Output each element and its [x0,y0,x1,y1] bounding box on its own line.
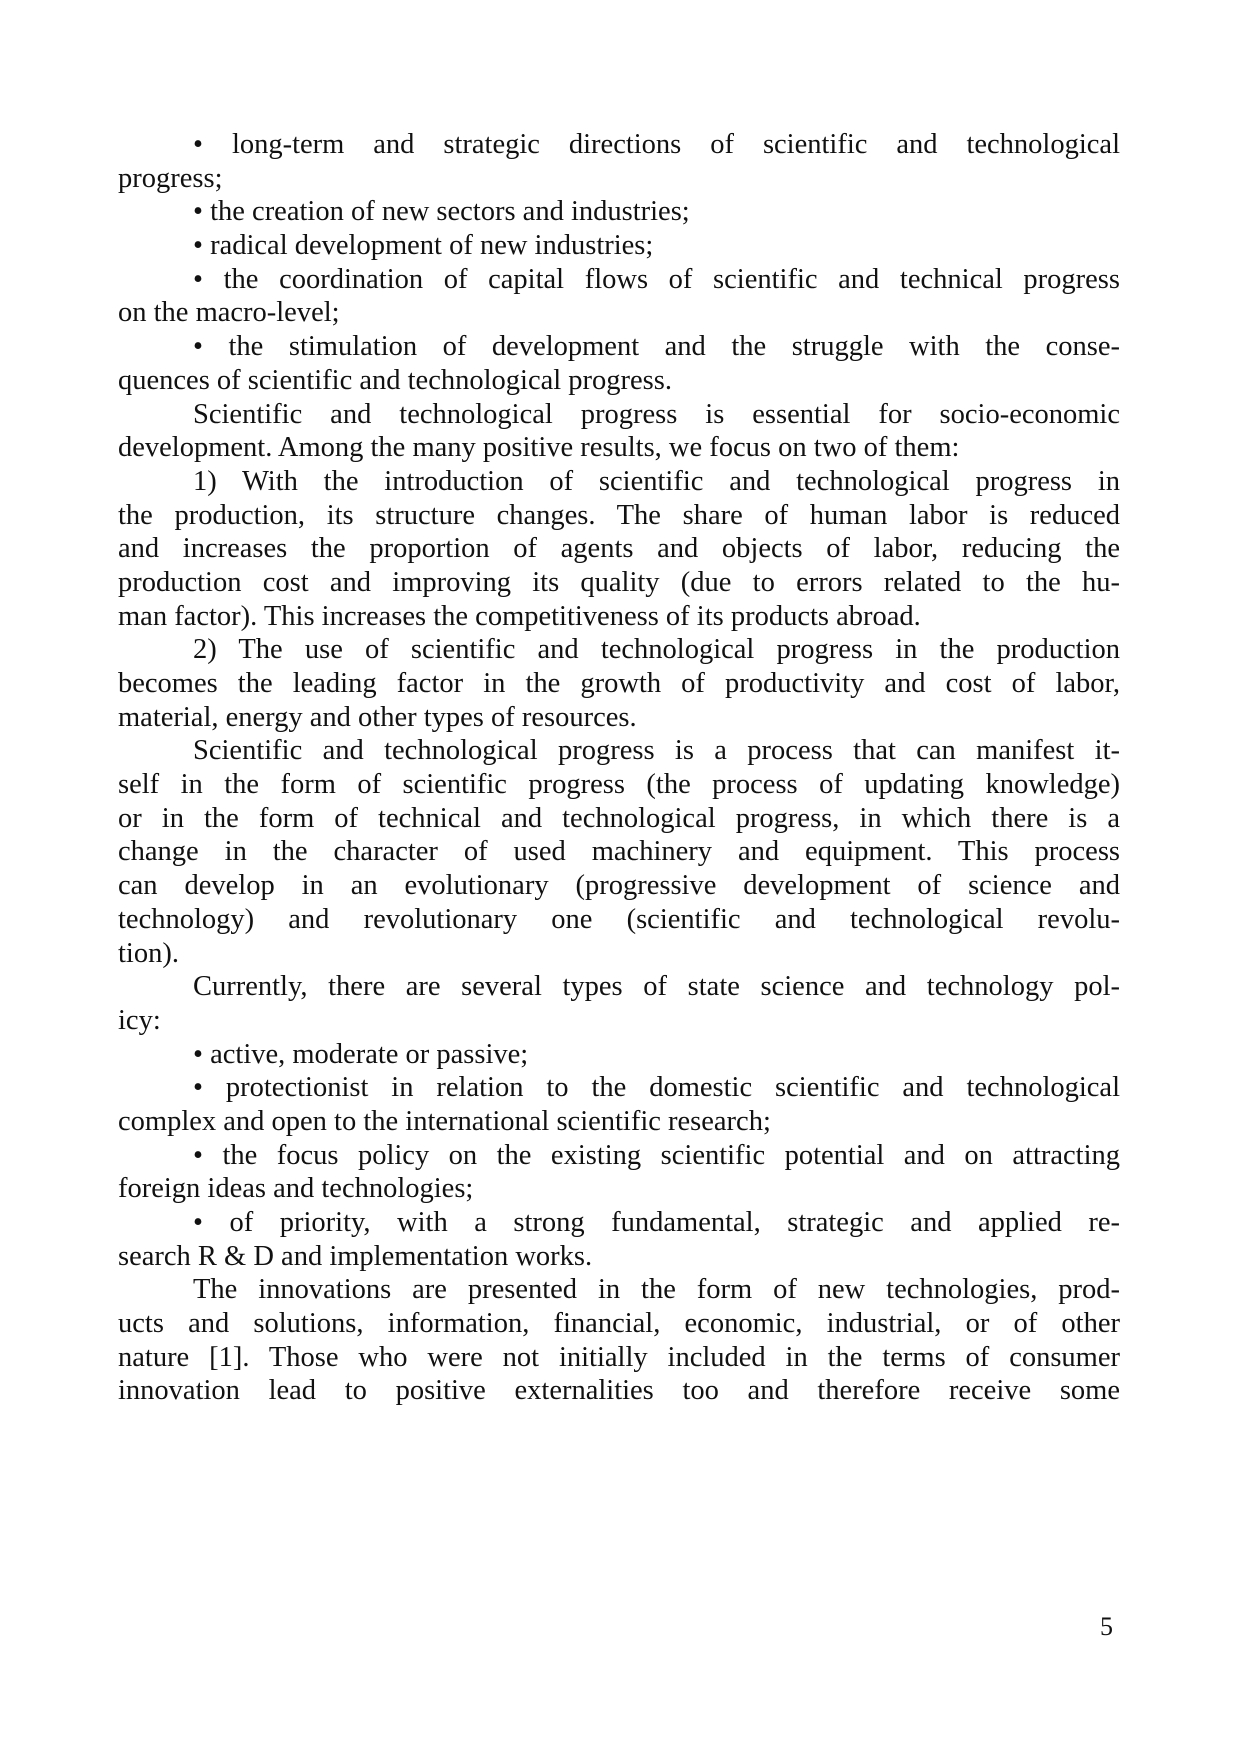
text-line: innovation lead to positive externalities too and therefore receive some [118,1375,1120,1407]
text-line: • radical development of new industries; [193,230,654,262]
text-line: foreign ideas and technologies; [118,1173,474,1205]
bullet-item [118,1139,1120,1206]
text-line: Scientific and technological progress is essential for socio-economic [193,398,1120,430]
text-line: • active, moderate or passive; [193,1038,529,1070]
text-line: the production, its structure changes. The share of human labor is reduced [118,499,1120,531]
text-line: material, energy and other types of resources. [118,701,637,733]
bullet-item [118,195,1120,229]
text-line: The innovations are presented in the form of new technologies, prod- [193,1274,1120,1306]
text-line: Currently, there are several types of state science and technology pol- [193,971,1120,1003]
body-text [118,128,1120,1408]
text-line: can develop in an evolutionary (progressive development of science and [118,870,1120,902]
bullet-item [118,128,1120,195]
text-line: Scientific and technological progress is a process that can manifest it- [193,735,1120,767]
text-line: quences of scientific and technological progress. [118,364,672,396]
text-line: icy: [118,1004,161,1036]
paragraph [118,398,1120,465]
bullet-item [118,263,1120,330]
text-line: ucts and solutions, information, financial, economic, industrial, or of other [118,1308,1120,1340]
text-line: 2) The use of scientific and technological progress in the production [193,634,1120,666]
text-line: search R & D and implementation works. [118,1240,593,1272]
bullet-item [118,330,1120,397]
bullet-item [118,1038,1120,1072]
text-line: • protectionist in relation to the domestic scientific and technological [193,1072,1120,1104]
text-line: and increases the proportion of agents and objects of labor, reducing the [118,533,1120,565]
text-line: development. Among the many positive results, we focus on two of them: [118,432,960,464]
text-line: • the coordination of capital flows of scientific and technical progress [193,263,1120,295]
text-line: technology) and revolutionary one (scientific and technological revolu- [118,903,1120,935]
bullet-item [118,1206,1120,1273]
text-line: • the stimulation of development and the struggle with the conse- [193,331,1120,363]
text-line: on the macro-level; [118,297,340,329]
text-line: production cost and improving its quality (due to errors related to the hu- [118,566,1120,598]
text-line: man factor). This increases the competitiveness of its products abroad. [118,600,921,632]
text-line: complex and open to the international scientific research; [118,1105,771,1137]
bullet-item [118,1071,1120,1138]
text-line: or in the form of technical and technological progress, in which there is a [118,802,1120,834]
text-line: progress; [118,162,223,194]
text-line: change in the character of used machinery and equipment. This process [118,836,1120,868]
text-line: tion). [118,937,179,969]
text-line: nature [1]. Those who were not initially included in the terms of consumer [118,1341,1120,1373]
text-line: • the focus policy on the existing scientific potential and on attracting [193,1139,1120,1171]
text-line: • long-term and strategic directions of scientific and technological [193,129,1120,160]
paragraph [118,970,1120,1037]
page-number: 5 [1100,1612,1113,1641]
text-line: self in the form of scientific progress (the process of updating knowledge) [118,769,1120,801]
paragraph [118,734,1120,970]
numbered-paragraph [118,465,1120,633]
bullet-item [118,229,1120,263]
text-line: • the creation of new sectors and industries; [193,196,690,228]
text-line: • of priority, with a strong fundamental, strategic and applied re- [193,1207,1120,1238]
text-line: 1) With the introduction of scientific and technological progress in [193,465,1120,497]
paragraph [118,1273,1120,1408]
numbered-paragraph [118,633,1120,734]
text-line: becomes the leading factor in the growth of productivity and cost of labor, [118,668,1120,699]
